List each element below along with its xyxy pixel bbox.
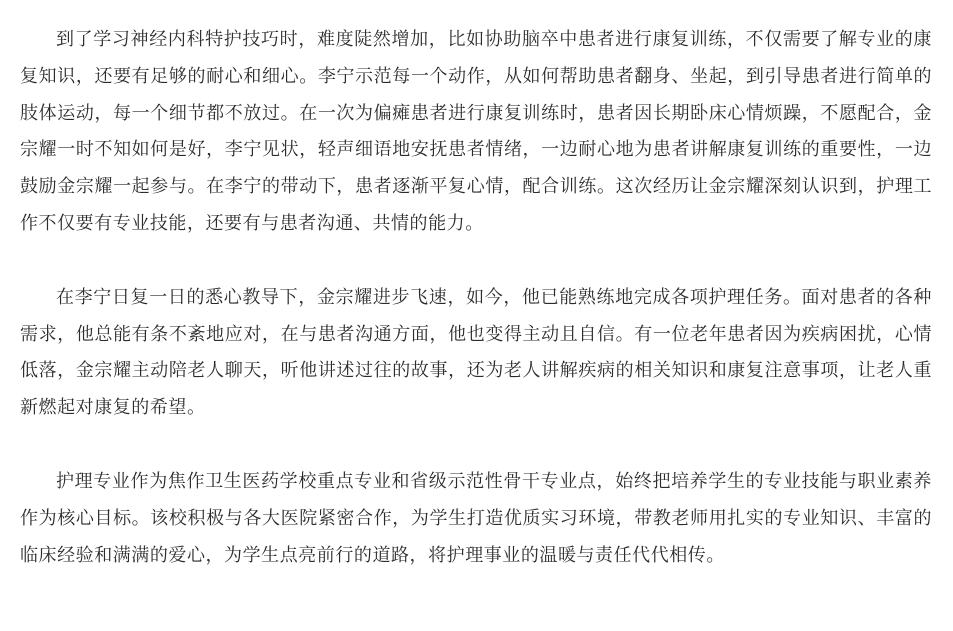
article-body [20,22,932,574]
paragraph-school-program: 护理专业作为焦作卫生医药学校重点专业和省级示范性骨干专业点，始终把培养学生的专业技能与职业素养作为核心目标。该校积极与各大医院紧密合作，为学生打造优质实习环境，带教老师用扎实的专业知识、丰富的临床经验和满满的爱心，为学生点亮前行的道路，将护理事业的温暖与责任代代相传。 [20,470,932,566]
paragraph-rehab-training: 到了学习神经内科特护技巧时，难度陡然增加，比如协助脑卒中患者进行康复训练，不仅需要了解专业的康复知识，还要有足够的耐心和细心。李宁示范每一个动作，从如何帮助患者翻身、坐起，到引导患者进行简单的肢体运动，每一个细节都不放过。在一次为偏瘫患者进行康复训练时，患者因长期卧床心情烦躁，不愿配合，金宗耀一时不知如何是好，李宁见状，轻声细语地安抚患者情绪，一边耐心地为患者讲解康复训练的重要性，一边鼓励金宗耀一起参与。在李宁的带动下，患者逐渐平复心情，配合训练。这次经历让金宗耀深刻认识到，护理工作不仅要有专业技能，还要有与患者沟通、共情的能力。 [20,29,932,234]
paragraph-progress: 在李宁日复一日的悉心教导下，金宗耀进步飞速，如今，他已能熟练地完成各项护理任务。面对患者的各种需求，他总能有条不紊地应对，在与患者沟通方面，他也变得主动且自信。有一位老年患者因为疾病困扰，心情低落，金宗耀主动陪老人聊天，听他讲述过往的故事，还为老人讲解疾病的相关知识和康复注意事项，让老人重新燃起对康复的希望。 [20,286,932,419]
